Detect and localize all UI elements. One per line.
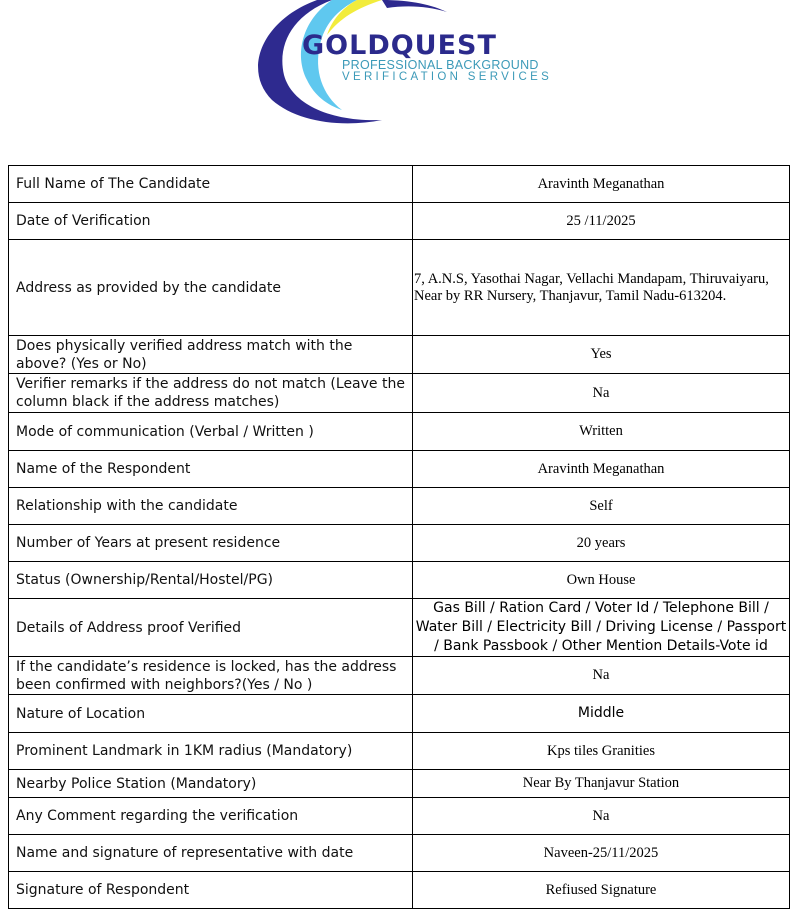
row-label: Address as provided by the candidate — [9, 240, 413, 336]
row-label: Name of the Respondent — [9, 451, 413, 488]
row-label: Number of Years at present residence — [9, 525, 413, 562]
row-label: Prominent Landmark in 1KM radius (Mandatory) — [9, 733, 413, 770]
row-value: Refiused Signature — [413, 872, 790, 909]
table-row — [9, 336, 790, 374]
row-value: Na — [413, 374, 790, 413]
table-row — [9, 166, 790, 203]
table-row — [9, 770, 790, 798]
row-value: Self — [413, 488, 790, 525]
logo-wordmark: GOLDQUEST — [302, 30, 497, 61]
row-value: 25 /11/2025 — [413, 203, 790, 240]
row-label: Details of Address proof Verified — [9, 599, 413, 657]
row-value: 20 years — [413, 525, 790, 562]
row-value: Written — [413, 413, 790, 451]
row-value: 7, A.N.S, Yasothai Nagar, Vellachi Mandapam, Thiruvaiyaru, Near by RR Nursery, Thanjavur, Tamil Nadu-613204. — [413, 240, 790, 336]
row-value: Near By Thanjavur Station — [413, 770, 790, 798]
table-row — [9, 240, 790, 336]
row-label: Signature of Respondent — [9, 872, 413, 909]
goldquest-logo — [222, 0, 582, 130]
table-row — [9, 488, 790, 525]
row-value: Aravinth Meganathan — [413, 451, 790, 488]
row-label: Name and signature of representative with date — [9, 835, 413, 872]
table-row — [9, 525, 790, 562]
table-row — [9, 374, 790, 413]
row-label: Date of Verification — [9, 203, 413, 240]
row-value: Na — [413, 657, 790, 695]
table-row — [9, 599, 790, 657]
row-value: Own House — [413, 562, 790, 599]
table-row — [9, 657, 790, 695]
row-label: Relationship with the candidate — [9, 488, 413, 525]
logo-tagline-2: VERIFICATION SERVICES — [342, 71, 553, 83]
table-row — [9, 695, 790, 733]
logo-tagline-1: PROFESSIONAL BACKGROUND — [342, 58, 539, 72]
row-label: If the candidate’s residence is locked, has the address been confirmed with neighbors?(Yes / No ) — [9, 657, 413, 695]
row-label: Nature of Location — [9, 695, 413, 733]
row-value: Aravinth Meganathan — [413, 166, 790, 203]
row-label: Status (Ownership/Rental/Hostel/PG) — [9, 562, 413, 599]
table-row — [9, 451, 790, 488]
table-row — [9, 835, 790, 872]
table-row — [9, 203, 790, 240]
row-label: Does physically verified address match with the above? (Yes or No) — [9, 336, 413, 374]
row-value: Kps tiles Granities — [413, 733, 790, 770]
table-row — [9, 872, 790, 909]
row-label: Mode of communication (Verbal / Written ) — [9, 413, 413, 451]
row-value: Naveen-25/11/2025 — [413, 835, 790, 872]
row-value: Na — [413, 798, 790, 835]
row-label: Any Comment regarding the verification — [9, 798, 413, 835]
table-row — [9, 733, 790, 770]
table-row — [9, 562, 790, 599]
row-label: Verifier remarks if the address do not match (Leave the column black if the address matches) — [9, 374, 413, 413]
row-label: Nearby Police Station (Mandatory) — [9, 770, 413, 798]
row-value: Middle — [413, 695, 790, 733]
row-value: Gas Bill / Ration Card / Voter Id / Telephone Bill / Water Bill / Electricity Bill / Driving License / Passport / Bank Passbook / Other Mention Details-Vote id — [413, 599, 790, 657]
table-row — [9, 798, 790, 835]
table-row — [9, 413, 790, 451]
row-label: Full Name of The Candidate — [9, 166, 413, 203]
verification-table — [8, 165, 790, 909]
row-value: Yes — [413, 336, 790, 374]
